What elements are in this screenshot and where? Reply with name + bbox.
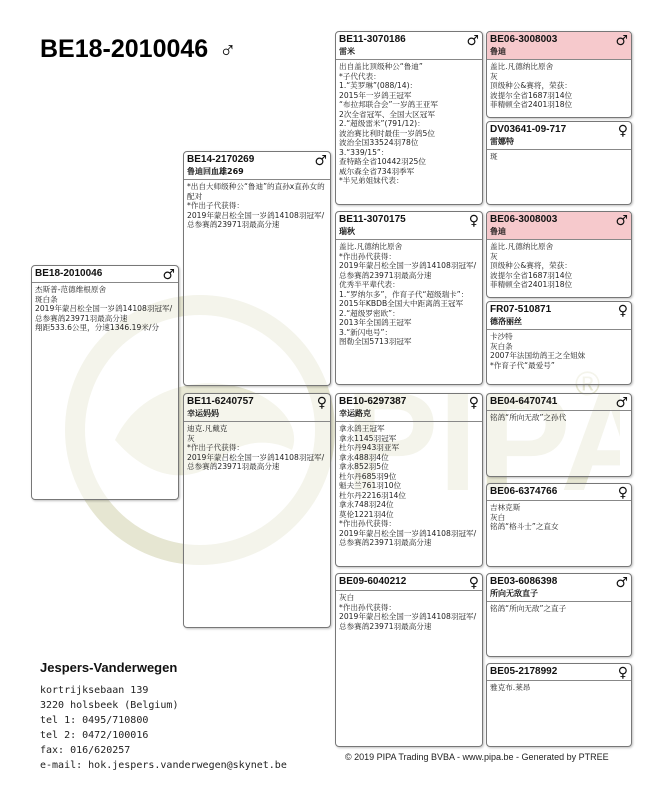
female-icon: ♀ (468, 395, 479, 411)
ring-number: BE05-2178992 (490, 666, 558, 677)
card-description: 卡沙特 灰白条 2007年法国幼鸽王之全姐妹 *作育子代“最爱号” (490, 332, 586, 370)
card-description: 盖比.凡德纳比原舍 灰 顶级种公&赛将，荣获： 波提尔全省1687羽14位 菲精顿全省2401羽18位 (490, 62, 573, 109)
card-description: 盖比.凡德纳比原舍 灰 顶级种公&赛将，荣获： 波提尔全省1687羽14位 菲精顿全省2401羽18位 (490, 242, 573, 289)
ring-number: BE03-6086398 (490, 576, 558, 587)
card-header (487, 664, 631, 681)
female-icon: ♀ (316, 395, 327, 411)
male-icon: ♂ (615, 33, 628, 49)
owner-tel2: tel 2: 0472/100016 (40, 730, 149, 741)
male-icon: ♂ (162, 267, 175, 283)
ring-number: BE14-2170269 (187, 154, 255, 165)
ring-number: BE10-6297387 (339, 396, 407, 407)
pigeon-name: 幸运路克 (339, 409, 371, 418)
card-header (487, 394, 631, 411)
card-header (487, 32, 631, 60)
card-description: 迪克.凡戴克 灰 *作出子代获得： 2019年蒙吕松全国一岁鸽14108羽冠军/总参赛鸽23971羽最高分速 (187, 424, 325, 471)
owner-name: Jespers-Vanderwegen (40, 660, 178, 675)
pigeon-name: 瑞秋 (339, 227, 355, 236)
ring-number: BE11-3070186 (339, 34, 406, 45)
card-header (336, 574, 482, 591)
card-dam-sire[interactable] (335, 393, 483, 567)
page-title (40, 35, 236, 64)
female-icon: ♀ (468, 213, 479, 229)
card-description: 出自盖比顶级种公“鲁迪” *子代代表： 1.“芙罗琳”(088/14)： 2015年一岁鸽王冠军 “布拉邦联合会”一岁鸽王亚军 2次全省冠军、全国大区冠军 2.“超级雷米”(791/12)： 波治赛比利时最佳一岁鸽5位 波治全国33524羽78位 3.“339/15”： 查特路全省10442羽25位 威尔森全省734羽季军 *半兄弟姐妹代表： (339, 62, 438, 185)
card-header (336, 32, 482, 60)
card-description: *出自大师级种公“鲁迪”的直孙x直孙女的配对 *作出子代获得： 2019年蒙吕松全国一岁鸽14108羽冠军/总参赛鸽23971羽最高分速 (187, 182, 325, 229)
card-description: 盖比.凡德纳比原舍 *作出孙代获得： 2019年蒙吕松全国一岁鸽14108羽冠军/总参赛鸽23971羽最高分速 优秀半平辈代表： 1.“罗纳尔多”，作育子代“超级瑞卡”：2015年KBDB全国大中距离鸽王冠军 2.“超级罗密欧”： 2013年全国鸽王冠军 3.“新闪电号”： 图勒全国5713羽冠军 (339, 242, 477, 346)
card-dam[interactable] (183, 393, 331, 628)
card-ssd[interactable] (486, 121, 632, 205)
male-icon: ♂ (314, 153, 327, 169)
ring-number: BE06-3008003 (490, 214, 558, 225)
pigeon-name: 鲁迪 (490, 47, 506, 56)
card-dam-dam[interactable] (335, 573, 483, 747)
card-header (336, 394, 482, 422)
card-sdd[interactable] (486, 301, 632, 385)
owner-fax: fax: 016/620257 (40, 745, 131, 756)
female-icon: ♀ (468, 575, 479, 591)
owner-info (40, 660, 287, 773)
pigeon-name: 雷米 (339, 47, 355, 56)
owner-address-line1: kortrijksebaan 139 (40, 685, 149, 696)
card-sds[interactable] (486, 211, 632, 298)
male-icon: ♂ (615, 575, 628, 591)
card-header (336, 212, 482, 240)
pigeon-name: 雷娜特 (490, 137, 514, 146)
ring-number: DV03641-09-717 (490, 124, 567, 135)
ring-number: BE06-6374766 (490, 486, 558, 497)
title-ring: BE18-2010046 (40, 35, 209, 63)
ring-number: BE11-6240757 (187, 396, 254, 407)
card-header (487, 302, 631, 330)
card-header (487, 574, 631, 602)
ring-number: BE18-2010046 (35, 268, 103, 279)
card-sire-sire[interactable] (335, 31, 483, 205)
card-sire-dam[interactable] (335, 211, 483, 385)
card-header (184, 394, 330, 422)
male-icon: ♂ (219, 36, 237, 62)
owner-email[interactable]: e-mail: hok.jespers.vanderwegen@skynet.be (40, 760, 287, 771)
card-header (487, 484, 631, 501)
card-description: 铭鸽“所向无敌”之直子 (490, 604, 567, 613)
pigeon-name: 德洛丽丝 (490, 317, 522, 326)
card-header (32, 266, 178, 283)
male-icon: ♂ (615, 213, 628, 229)
male-icon: ♂ (466, 33, 479, 49)
female-icon: ♀ (617, 485, 628, 501)
owner-address-line2: 3220 holsbeek (Belgium) (40, 700, 179, 711)
card-ddd[interactable] (486, 663, 632, 747)
card-description: 斑 (490, 152, 498, 161)
pigeon-name: 所向无敌直子 (490, 589, 538, 598)
female-icon: ♀ (617, 303, 628, 319)
card-subject[interactable] (31, 265, 179, 500)
ring-number: BE11-3070175 (339, 214, 406, 225)
card-header (487, 212, 631, 240)
card-dds[interactable] (486, 573, 632, 657)
card-description: 杰斯普-范德维根原舍 斑白条 2019年蒙吕松全国一岁鸽14108羽冠军/总参赛鸽23971羽最高分速 翔距533.6公里，分速1346.19米/分 (35, 285, 173, 332)
ring-number: BE06-3008003 (490, 34, 558, 45)
card-dsd[interactable] (486, 483, 632, 567)
ring-number: FR07-510871 (490, 304, 552, 315)
female-icon: ♀ (617, 665, 628, 681)
ring-number: BE09-6040212 (339, 576, 407, 587)
ring-number: BE04-6470741 (490, 396, 558, 407)
card-description: 铭鸽“所向无敌”之孙代 (490, 413, 567, 422)
card-description: 雅克布.莱昂 (490, 683, 531, 692)
pigeon-name: 幸运妈妈 (187, 409, 219, 418)
male-icon: ♂ (615, 395, 628, 411)
pigeon-name: 鲁迪回血雄269 (187, 167, 244, 176)
female-icon: ♀ (617, 123, 628, 139)
card-description: 拿永鸽王冠军 拿永1145羽冠军 杜尔丹943羽亚军 拿永488羽4位 拿永852羽5位 杜尔丹685羽9位 魁夫兰761羽10位 杜尔丹2216羽14位 拿永748羽24位 莫伦1221羽4位 *作出孙代获得： 2019年蒙吕松全国一岁鸽14108羽冠军/总参赛鸽23971羽最高分速 (339, 424, 477, 547)
card-header (487, 122, 631, 150)
pigeon-name: 鲁迪 (490, 227, 506, 236)
footer-copyright: © 2019 PIPA Trading BVBA - www.pipa.be - Generated by PTREE (345, 752, 609, 762)
card-header (184, 152, 330, 180)
owner-tel1: tel 1: 0495/710800 (40, 715, 149, 726)
card-sss[interactable] (486, 31, 632, 118)
card-sire[interactable] (183, 151, 331, 386)
card-description: 灰白 *作出孙代获得： 2019年蒙吕松全国一岁鸽14108羽冠军/总参赛鸽23971羽最高分速 (339, 593, 477, 631)
card-dss[interactable] (486, 393, 632, 477)
card-description: 吉林克斯 灰白 铭鸽“格斗士”之直女 (490, 503, 559, 531)
